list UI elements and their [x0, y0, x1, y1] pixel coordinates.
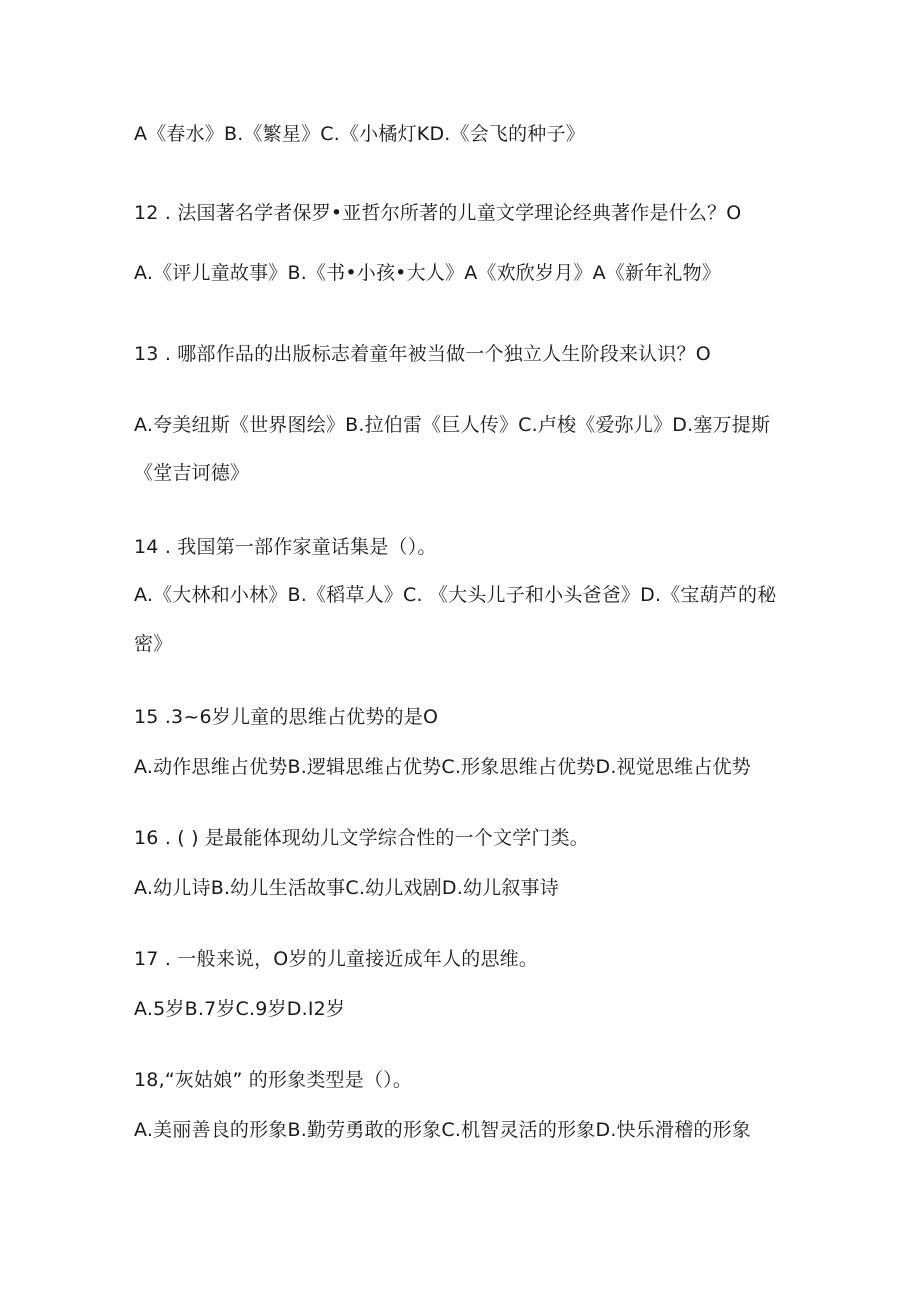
q16-options: A.幼儿诗B.幼儿生活故事C.幼儿戏剧D.幼儿叙事诗 [134, 877, 559, 899]
q18-question: 18,“灰姑娘” 的形象类型是（）。 [134, 1069, 413, 1091]
q13-question: 13 . 哪部作品的出版标志着童年被当做一个独立人生阶段来认识？O [134, 343, 711, 365]
q13-options-continued: 《堂吉诃德》 [134, 462, 250, 484]
q15-options: A.动作思维占优势B.逻辑思维占优势C.形象思维占优势D.视觉思维占优势 [134, 756, 751, 778]
q12-question: 12 . 法国著名学者保罗•亚哲尔所著的儿童文学理论经典著作是什么？O [134, 202, 742, 224]
q14-options: A.《大林和小林》B.《稻草人》C. 《大头儿子和小头爸爸》D.《宝葫芦的秘 [134, 584, 777, 606]
q17-options: A.5岁B.7岁C.9岁D.I2岁 [134, 998, 346, 1020]
q17-question: 17 . 一般来说，O岁的儿童接近成年人的思维。 [134, 948, 539, 970]
q14-question: 14 . 我国第一部作家童话集是（）。 [134, 536, 437, 558]
q16-question: 16 . ( ) 是最能体现幼儿文学综合性的一个文学门类。 [134, 827, 590, 849]
q11-options: A《春水》B.《繁星》C.《小橘灯KD.《会飞的种子》 [134, 123, 585, 145]
q12-options: A.《评儿童故事》B.《书•小孩•大人》A《欢欣岁月》A《新年礼物》 [134, 262, 721, 284]
q14-options-continued: 密》 [134, 633, 173, 655]
q13-options: A.夸美纽斯《世界图绘》B.拉伯雷《巨人传》C.卢梭《爱弥儿》D.塞万提斯 [134, 414, 771, 436]
q15-question: 15 .3~6岁儿童的思维占优势的是O [134, 706, 439, 728]
q18-options: A.美丽善良的形象B.勤劳勇敢的形象C.机智灵活的形象D.快乐滑稽的形象 [134, 1119, 751, 1141]
